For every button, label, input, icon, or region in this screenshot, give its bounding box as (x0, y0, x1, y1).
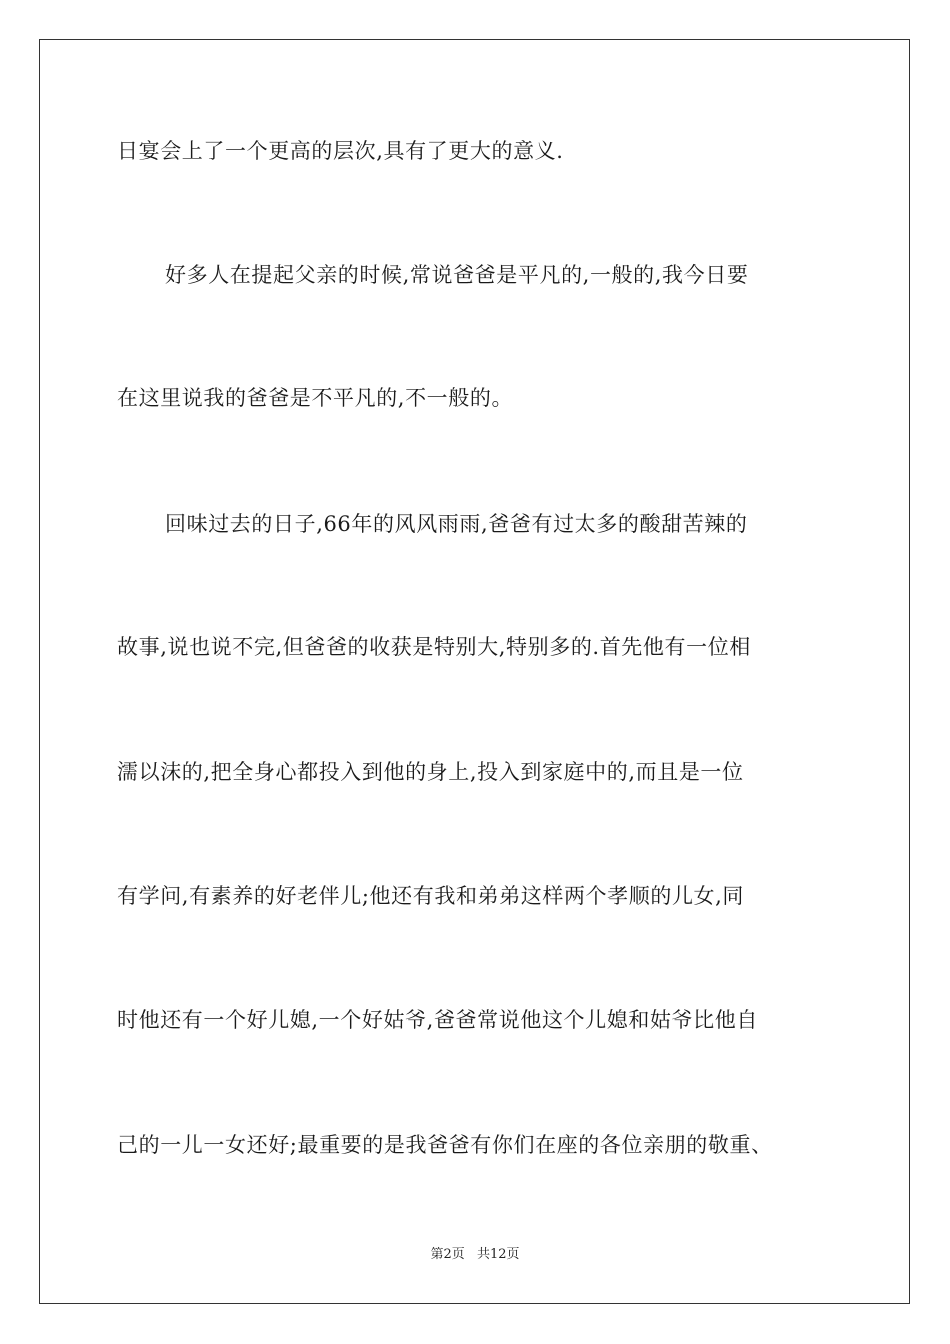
text-line: 时他还有一个好儿媳,一个好姑爷,爸爸常说他这个儿媳和姑爷比他自 (117, 1008, 758, 1032)
text-line: 在这里说我的爸爸是不平凡的,不一般的。 (117, 386, 514, 410)
text-line: 己的一儿一女还好;最重要的是我爸爸有你们在座的各位亲朋的敬重、 (117, 1133, 773, 1157)
paragraph-first-line: 回味过去的日子,66年的风风雨雨,爸爸有过太多的酸甜苦辣的 (165, 512, 748, 536)
text-line: 有学问,有素养的好老伴儿;他还有我和弟弟这样两个孝顺的儿女,同 (117, 884, 745, 908)
paragraph-first-line: 好多人在提起父亲的时候,常说爸爸是平凡的,一般的,我今日要 (165, 263, 749, 287)
text-line: 故事,说也说不完,但爸爸的收获是特别大,特别多的.首先他有一位相 (117, 635, 751, 659)
page-total: 共12页 (476, 1247, 520, 1262)
page-footer (0, 1243, 950, 1262)
page-number: 第2页 (430, 1247, 465, 1262)
text-line: 日宴会上了一个更高的层次,具有了更大的意义. (117, 139, 564, 163)
page-border (39, 39, 910, 1304)
text-line: 濡以沫的,把全身心都投入到他的身上,投入到家庭中的,而且是一位 (117, 760, 744, 784)
